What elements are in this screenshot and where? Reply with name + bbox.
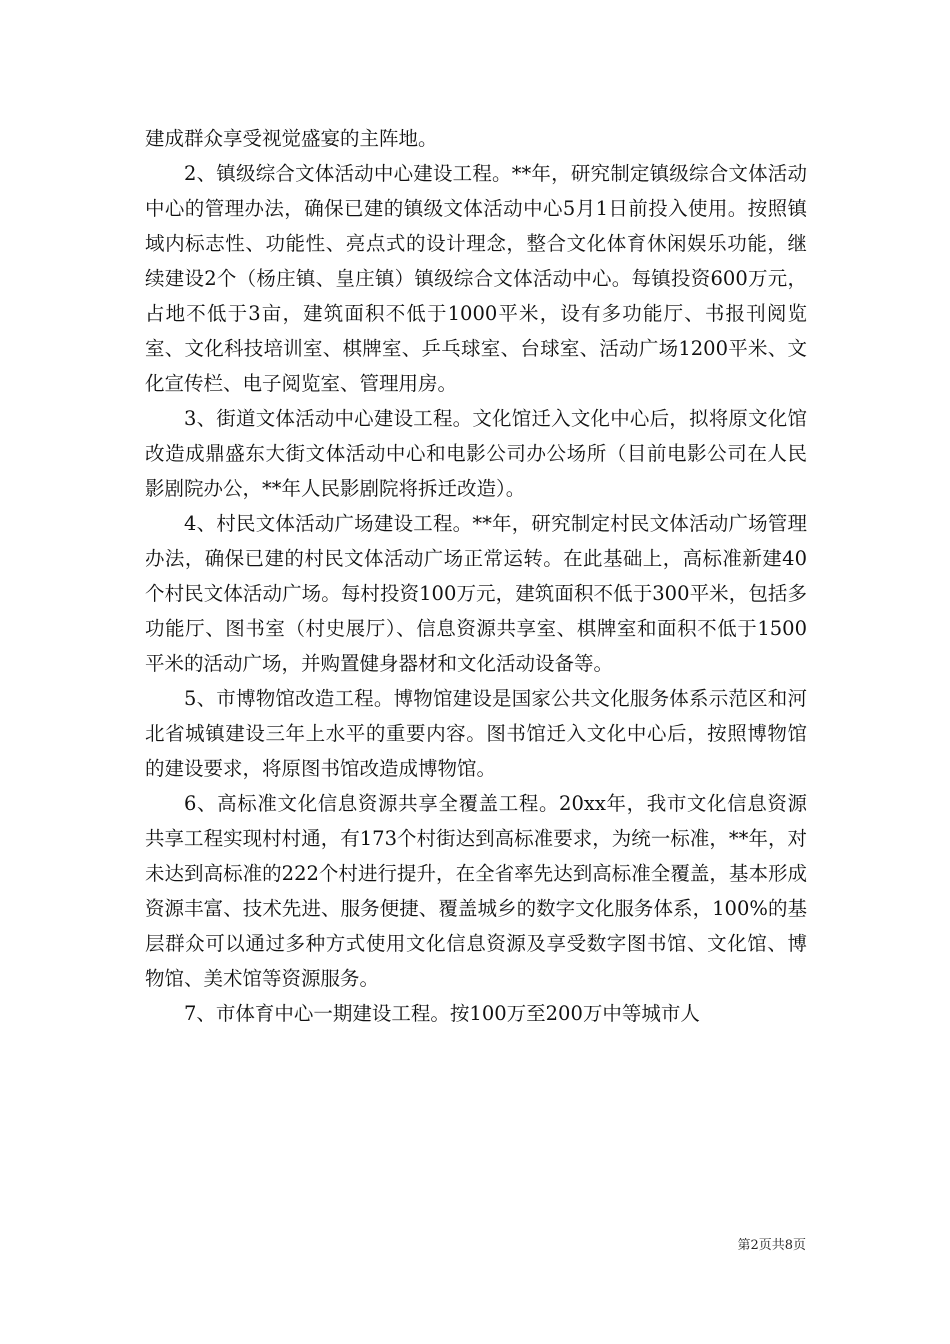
document-body [145, 121, 807, 1031]
paragraph-item-7: 7、市体育中心一期建设工程。按100万至200万中等城市人 [184, 1002, 700, 1025]
paragraph-item-5: 5、市博物馆改造工程。博物馆建设是国家公共文化服务体系示范区和河北省城镇建设三年上水平的重要内容。图书馆迁入文化中心后，按照博物馆的建设要求，将原图书馆改造成博物馆。 [145, 687, 807, 780]
page-number-footer: 第2页共8页 [737, 1238, 806, 1253]
paragraph-continuation: 建成群众享受视觉盛宴的主阵地。 [145, 127, 438, 150]
paragraph-item-2: 2、镇级综合文体活动中心建设工程。**年，研究制定镇级综合文体活动中心的管理办法，确保已建的镇级文体活动中心5月1日前投入使用。按照镇域内标志性、功能性、亮点式的设计理念，整合文化体育休闲娱乐功能，继续建设2个（杨庄镇、皇庄镇）镇级综合文体活动中心。每镇投资600万元，占地不低于3亩，建筑面积不低于1000平米，设有多功能厅、书报刊阅览室、文化科技培训室、棋牌室、乒乓球室、台球室、活动广场1200平米、文化宣传栏、电子阅览室、管理用房。 [145, 162, 807, 395]
paragraph-item-3: 3、街道文体活动中心建设工程。文化馆迁入文化中心后，拟将原文化馆改造成鼎盛东大街文体活动中心和电影公司办公场所（目前电影公司在人民影剧院办公，**年人民影剧院将拆迁改造）。 [145, 407, 807, 500]
paragraph-item-6: 6、高标准文化信息资源共享全覆盖工程。20xx年，我市文化信息资源共享工程实现村村通，有173个村街达到高标准要求，为统一标准，**年，对未达到高标准的222个村进行提升，在全省率先达到高标准全覆盖，基本形成资源丰富、技术先进、服务便捷、覆盖城乡的数字文化服务体系，100%的基层群众可以通过多种方式使用文化信息资源及享受数字图书馆、文化馆、博物馆、美术馆等资源服务。 [145, 792, 807, 990]
paragraph-item-4: 4、村民文体活动广场建设工程。**年，研究制定村民文体活动广场管理办法，确保已建的村民文体活动广场正常运转。在此基础上，高标准新建40个村民文体活动广场。每村投资100万元，建筑面积不低于300平米，包括多功能厅、图书室（村史展厅）、信息资源共享室、棋牌室和面积不低于1500平米的活动广场，并购置健身器材和文化活动设备等。 [145, 512, 807, 675]
